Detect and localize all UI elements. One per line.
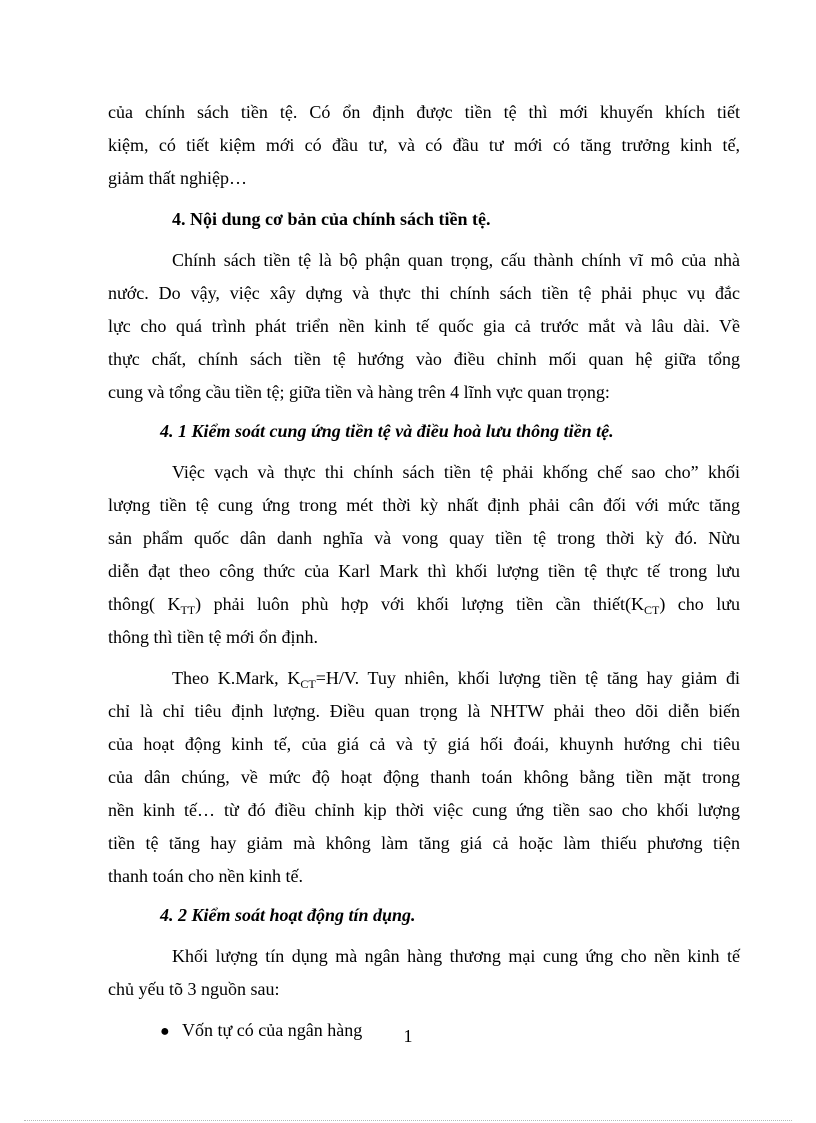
text-line [108, 662, 740, 695]
text-line: giảm thất nghiệp… [108, 168, 247, 188]
text-line: nước. Do vậy, việc xây dựng và thực thi chính sách tiền tệ phải phục vụ đắc [108, 283, 740, 303]
text-run: ) cho lưu [659, 594, 741, 614]
text-line: Chính sách tiền tệ là bộ phận quan trọng, cấu thành chính vĩ mô của nhà [172, 250, 740, 270]
page-divider [24, 1120, 792, 1121]
list-item-text: Vốn tự có của ngân hàng [182, 1020, 363, 1040]
subsection-heading: 4. 1 Kiểm soát cung ứng tiền tệ và điều hoà lưu thông tiền tệ. [160, 421, 614, 441]
text-line: kiệm, có tiết kiệm mới có đầu tư, và có đầu tư mới có tăng trưởng kinh tế, [108, 135, 740, 155]
text-run: =H/V. Tuy nhiên, khối lượng tiền tệ tăng hay giảm đi [315, 668, 740, 688]
text-line: nền kinh tế… từ đó điều chỉnh kịp thời việc cung ứng tiền sao cho khối lượng [108, 800, 740, 820]
text-run: ) phải luôn phù hợp với khối lượng tiền cần thiết(K [195, 594, 644, 614]
bullet-icon: ● [160, 1023, 170, 1040]
text-line [108, 588, 740, 621]
text-line: chủ yếu tõ 3 nguồn sau: [108, 979, 280, 999]
text-run: thông( K [108, 594, 181, 614]
subscript: TT [180, 603, 196, 617]
text-line: của hoạt động kinh tế, của giá cả và tỷ giá hối đoái, khuynh hướng chi tiêu [108, 734, 740, 754]
text-run: Theo K.Mark, K [172, 668, 301, 688]
text-line: thanh toán cho nền kinh tế. [108, 866, 303, 886]
page-content [108, 96, 740, 1048]
paragraph [108, 244, 740, 409]
text-line: thực chất, chính sách tiền tệ hướng vào điều chỉnh mối quan hệ giữa tổng [108, 349, 740, 369]
text-line: lượng tiền tệ cung ứng trong mét thời kỳ nhất định phải cân đối với mức tăng [108, 495, 740, 515]
text-line: diễn đạt theo công thức của Karl Mark thì khối lượng tiền tệ thực tế trong lưu [108, 561, 740, 581]
text-line: thông thì tiền tệ mới ổn định. [108, 627, 319, 647]
paragraph [108, 456, 740, 654]
text-line: lực cho quá trình phát triển nền kinh tế quốc gia cả trước mắt và lâu dài. Về [108, 316, 740, 336]
text-line: Khối lượng tín dụng mà ngân hàng thương mại cung ứng cho nền kinh tế [172, 946, 740, 966]
text-line: cung và tổng cầu tiền tệ; giữa tiền và hàng trên 4 lĩnh vực quan trọng: [108, 382, 610, 402]
text-line: của dân chúng, về mức độ hoạt động thanh toán không bằng tiền mặt trong [108, 767, 740, 787]
subscript: CT [644, 603, 660, 617]
text-line: sản phẩm quốc dân danh nghĩa và vong quay tiền tệ trong thời kỳ đó. Nừu [108, 528, 740, 548]
subsection-heading: 4. 2 Kiểm soát hoạt động tín dụng. [160, 905, 416, 925]
text-line: của chính sách tiền tệ. Có ổn định được tiền tệ thì mới khuyến khích tiết [108, 102, 740, 122]
page-number: 1 [403, 1026, 413, 1046]
section-heading: 4. Nội dung cơ bản của chính sách tiền tệ. [172, 209, 491, 229]
text-line: chỉ là chỉ tiêu định lượng. Điều quan trọng là NHTW phải theo dõi diễn biến [108, 701, 740, 721]
subscript: CT [300, 677, 316, 691]
paragraph [108, 940, 740, 1006]
intro-paragraph [108, 96, 740, 195]
text-line: tiền tệ tăng hay giảm mà không làm tăng giá cả hoặc làm thiếu phương tiện [108, 833, 740, 853]
text-line: Việc vạch và thực thi chính sách tiền tệ phải khống chế sao cho” khối [172, 462, 740, 482]
paragraph [108, 662, 740, 893]
